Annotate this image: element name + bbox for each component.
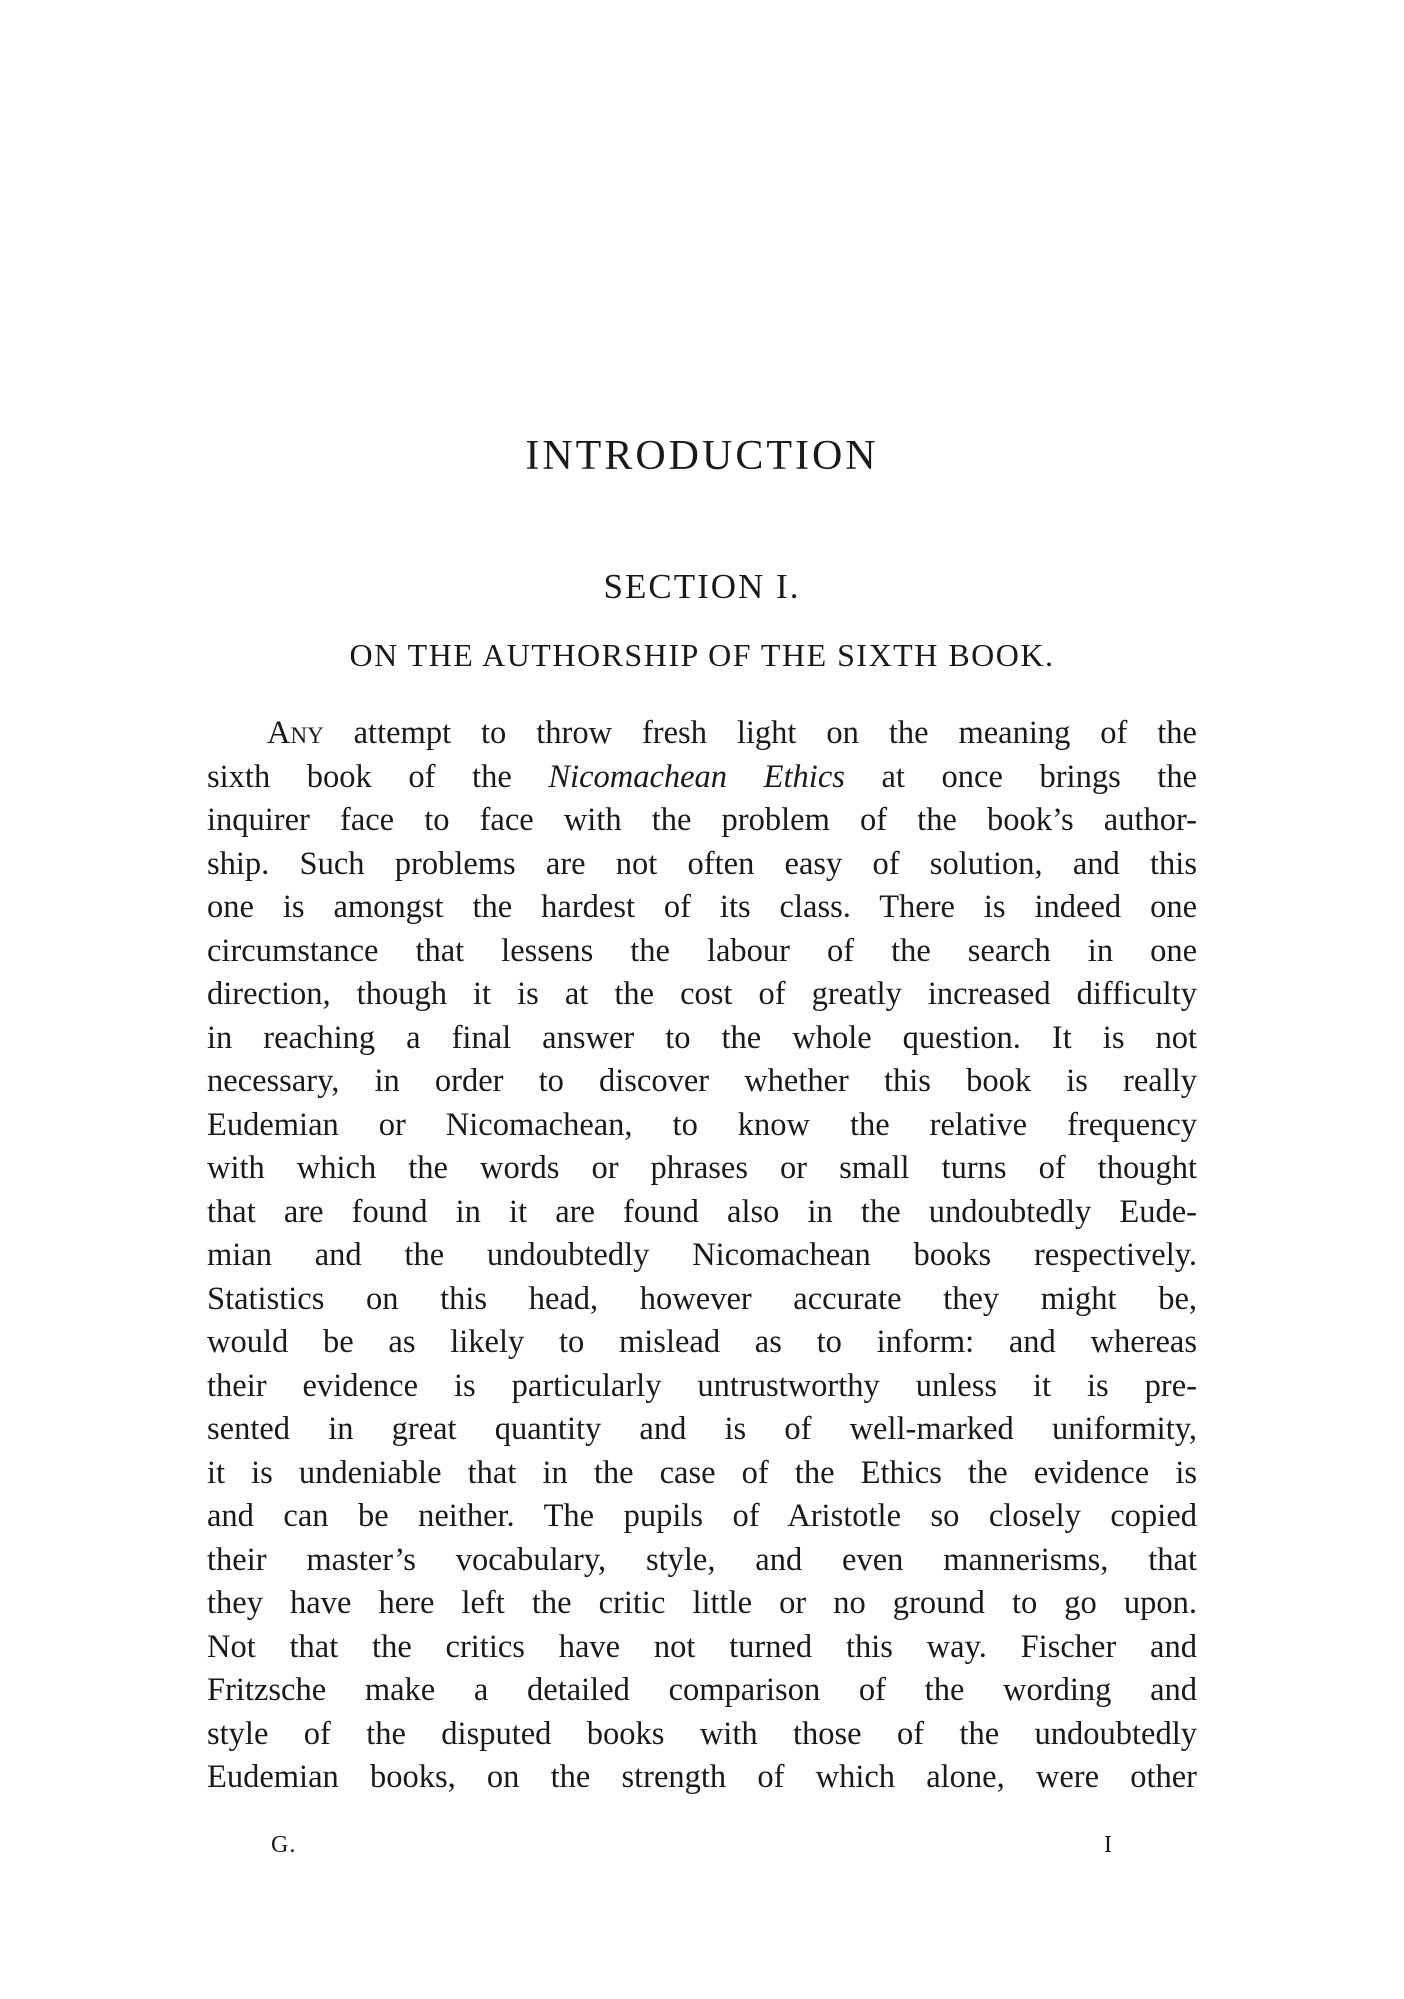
body-line: ship. Such problems are not often easy of solution, and this bbox=[207, 845, 1197, 882]
body-line: sented in great quantity and is of well-marked uniformity, bbox=[207, 1411, 1197, 1447]
section-heading: SECTION I. bbox=[603, 567, 801, 606]
body-line: that are found in it are found also in the undoubtedly Eude- bbox=[207, 1193, 1197, 1230]
body-line: inquirer face to face with the problem of the book’s author- bbox=[207, 802, 1197, 838]
page-title: INTRODUCTION bbox=[525, 433, 879, 479]
body-line: Statistics on this head, however accurate they might be, bbox=[207, 1280, 1197, 1317]
body-line: circumstance that lessens the labour of the search in one bbox=[207, 932, 1197, 969]
body-line bbox=[207, 756, 1197, 800]
body-text: attempt to throw fresh light on the meaning of the bbox=[323, 715, 1197, 751]
sheet-number: I bbox=[1104, 1832, 1112, 1858]
body-line: Eudemian books, on the strength of which alone, were other bbox=[207, 1759, 1197, 1795]
body-line: style of the disputed books with those of the undoubtedly bbox=[207, 1715, 1197, 1752]
body-text: sixth book of the bbox=[207, 758, 549, 795]
body-line: direction, though it is at the cost of greatly increased difficulty bbox=[207, 976, 1197, 1012]
body-line: necessary, in order to discover whether this book is really bbox=[207, 1063, 1197, 1099]
body-line: would be as likely to mislead as to inform: and whereas bbox=[207, 1324, 1197, 1360]
body-line: one is amongst the hardest of its class. There is indeed one bbox=[207, 889, 1197, 925]
body-line: Fritzsche make a detailed comparison of the wording and bbox=[207, 1672, 1197, 1708]
drop-word: Any bbox=[267, 715, 324, 751]
body-line: Eudemian or Nicomachean, to know the relative frequency bbox=[207, 1106, 1197, 1143]
body-line: their evidence is particularly untrustworthy unless it is pre- bbox=[207, 1367, 1197, 1404]
signature-mark: G. bbox=[271, 1832, 297, 1858]
section-subtitle: ON THE AUTHORSHIP OF THE SIXTH BOOK. bbox=[349, 637, 1055, 673]
body-line: in reaching a final answer to the whole question. It is not bbox=[207, 1019, 1197, 1056]
body-paragraph bbox=[207, 712, 1197, 1800]
body-line: and can be neither. The pupils of Aristotle so closely copied bbox=[207, 1498, 1197, 1534]
body-line: with which the words or phrases or small turns of thought bbox=[207, 1150, 1197, 1186]
body-line: they have here left the critic little or no ground to go upon. bbox=[207, 1585, 1197, 1621]
body-line bbox=[207, 712, 1197, 756]
body-line: their master’s vocabulary, style, and even mannerisms, that bbox=[207, 1541, 1197, 1578]
body-line: Not that the critics have not turned this way. Fischer and bbox=[207, 1628, 1197, 1665]
body-line: it is undeniable that in the case of the Ethics the evidence is bbox=[207, 1454, 1197, 1491]
body-line: mian and the undoubtedly Nicomachean books respectively. bbox=[207, 1237, 1197, 1273]
body-text: at once brings the bbox=[844, 758, 1198, 795]
book-title-italic: Nicomachean Ethics bbox=[548, 758, 845, 795]
